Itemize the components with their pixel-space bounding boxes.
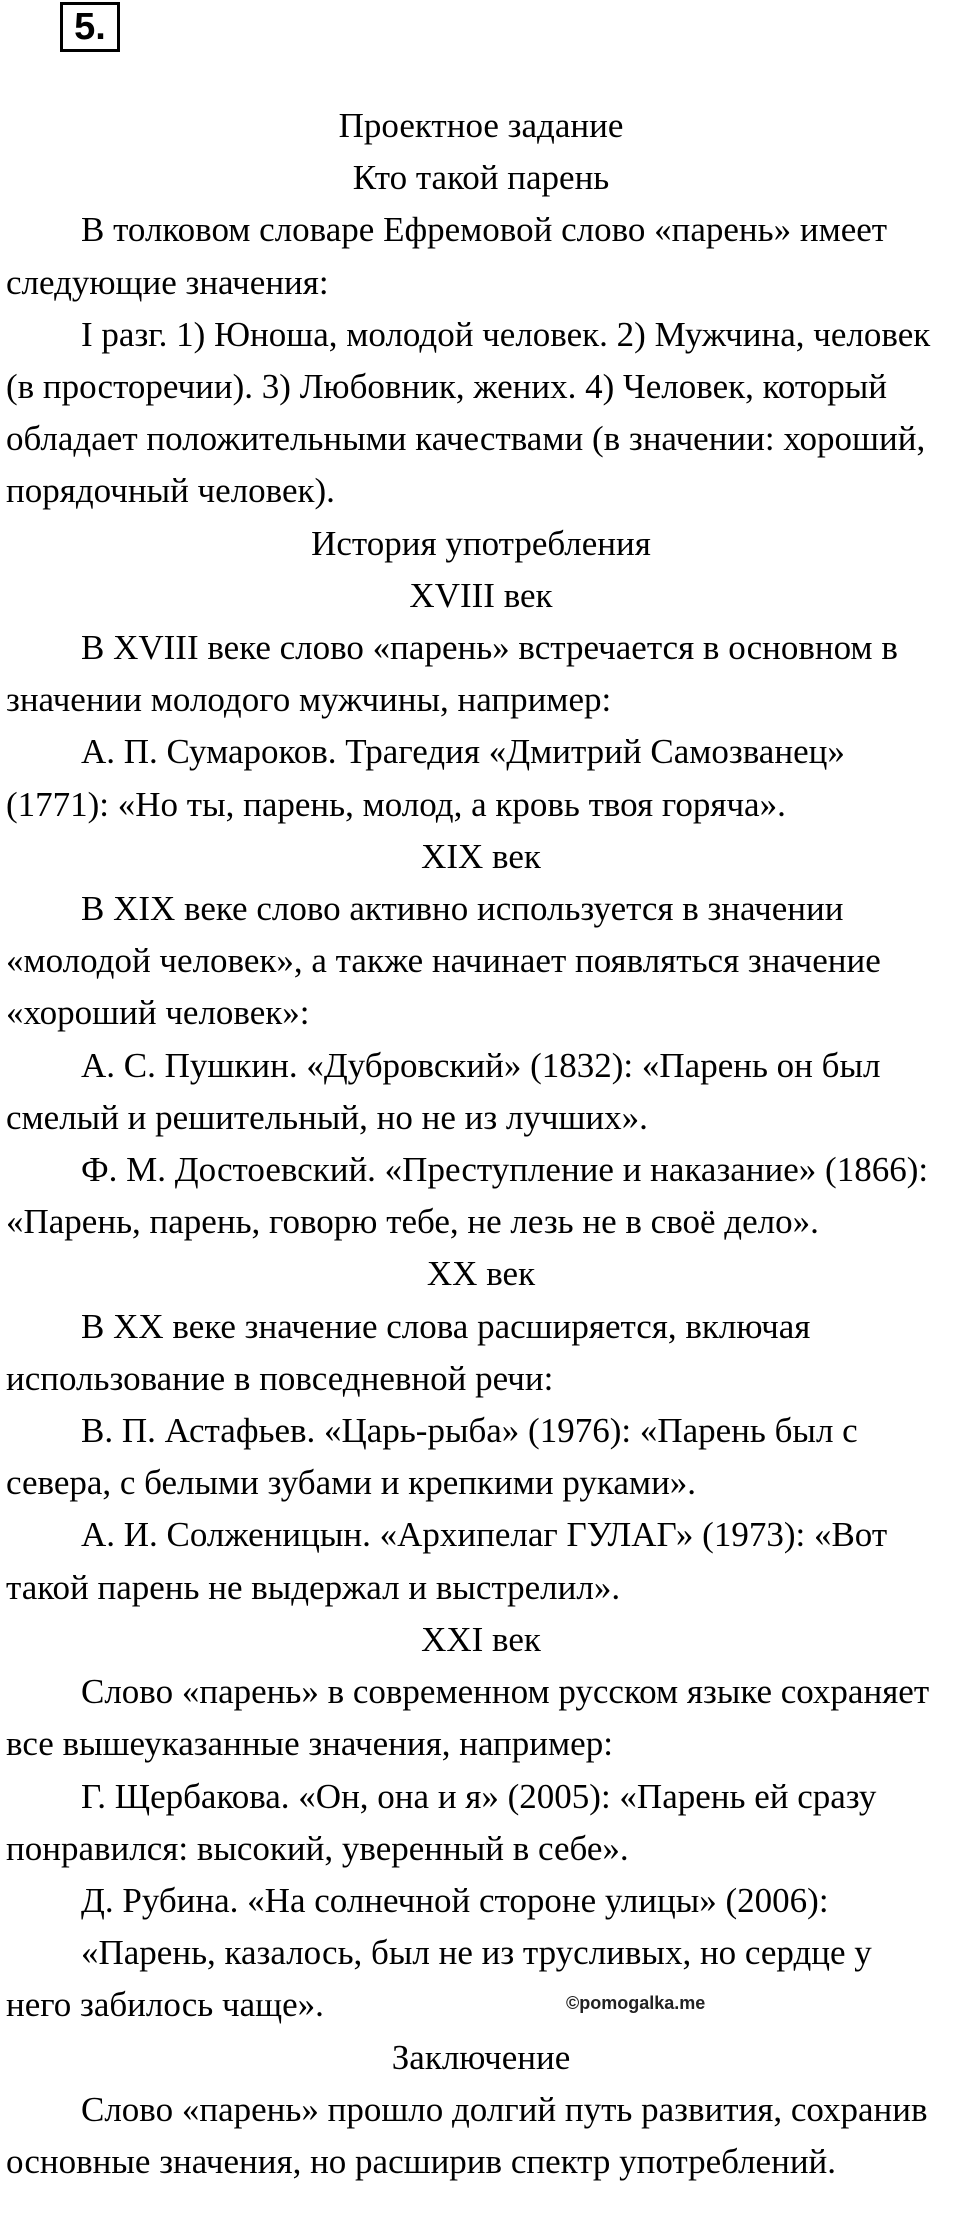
- quote-astafiev: В. П. Астафьев. «Царь-рыба» (1976): «Парень был с севера, с белыми зубами и крепкими руками».: [6, 1411, 858, 1503]
- section-heading-19: XIX век: [421, 836, 541, 876]
- quote-rubina-text: «Парень, казалось, был не из трусливых, но сердце у: [81, 1933, 872, 1973]
- section-heading-21: XXI век: [421, 1619, 541, 1659]
- document-content: [6, 100, 956, 2188]
- intro-paragraph: В толковом словаре Ефремовой слово «парень» имеет следующие значения:: [6, 210, 888, 302]
- quote-solzhenitsyn: А. И. Солженицын. «Архипелаг ГУЛАГ» (1973): «Вот такой парень не выдержал и выстрелил».: [6, 1515, 888, 1607]
- history-heading: История употребления: [311, 523, 651, 563]
- quote-pushkin: А. С. Пушкин. «Дубровский» (1832): «Парень он был смелый и решительный, но не из лучших».: [6, 1045, 881, 1137]
- watermark-text: ©pomogalka.me: [566, 1993, 706, 2014]
- section-text-21: Слово «парень» в современном русском языке сохраняет все вышеуказанные значения, например:: [6, 1672, 930, 1764]
- quote-sumarokov: А. П. Сумароков. Трагедия «Дмитрий Самозванец» (1771): «Но ты, парень, молод, а кровь твоя горяча».: [6, 732, 845, 824]
- task-number-box: 5.: [60, 2, 120, 52]
- section-heading-20: XX век: [426, 1254, 536, 1294]
- project-subtitle: Кто такой парень: [352, 158, 610, 198]
- quote-rubina-tail-line: [6, 1979, 956, 2031]
- quote-rubina-tail: него забилось чаще».: [6, 1985, 324, 2025]
- section-text-20: В XX веке значение слова расширяется, включая использование в повседневной речи:: [6, 1306, 811, 1398]
- quote-dostoevsky: Ф. М. Достоевский. «Преступление и наказание» (1866): «Парень, парень, говорю тебе, не лезь не в своё дело».: [6, 1150, 929, 1242]
- quote-shcherbakova: Г. Щербакова. «Он, она и я» (2005): «Парень ей сразу понравился: высокий, уверенный в себе».: [6, 1776, 877, 1868]
- quote-rubina-source: Д. Рубина. «На солнечной стороне улицы» (2006):: [81, 1880, 829, 1920]
- definition-paragraph: I разг. 1) Юноша, молодой человек. 2) Мужчина, человек (в просторечии). 3) Любовник, жених. 4) Человек, который обладает положительными качествами (в значении: хороший, порядочный человек).: [6, 314, 931, 511]
- conclusion-paragraph: Слово «парень» прошло долгий путь развития, сохранив основные значения, но расширив спектр употреблений.: [6, 2089, 928, 2181]
- project-title: Проектное задание: [338, 106, 624, 145]
- section-text-18: В XVIII веке слово «парень» встречается в основном в значении молодого мужчины, например:: [6, 628, 898, 720]
- conclusion-heading: Заключение: [391, 2037, 571, 2077]
- section-text-19: В XIX веке слово активно используется в значении «молодой человек», а также начинает появляться значение «хороший человек»:: [6, 889, 881, 1033]
- section-heading-18: XVIII век: [409, 575, 553, 615]
